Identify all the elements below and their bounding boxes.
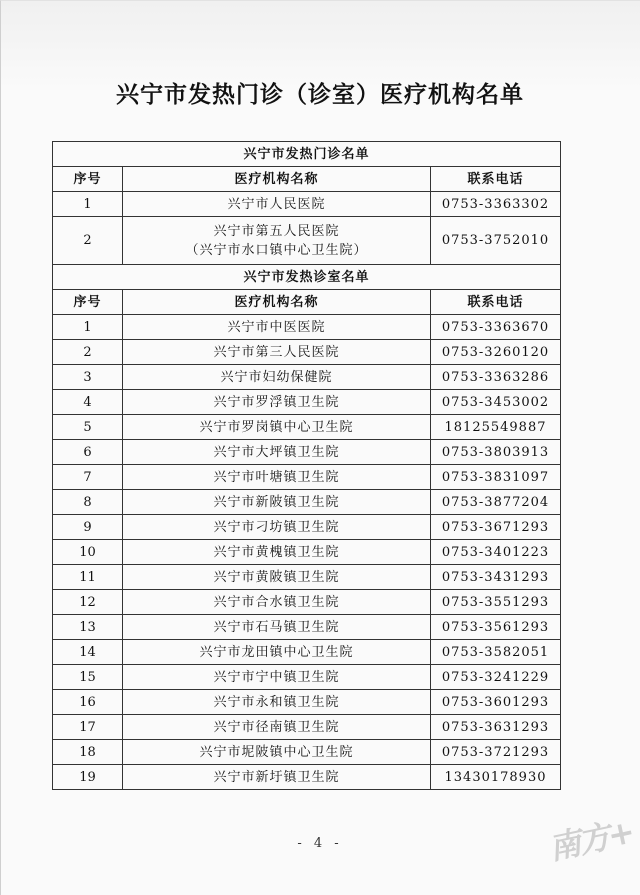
section-heading-row xyxy=(53,142,561,167)
institution-table xyxy=(52,141,561,790)
institution-name-line: 兴宁市中医医院 xyxy=(227,319,326,335)
column-header-phone: 联系电话 xyxy=(431,167,561,192)
institution-name-line: 兴宁市新圩镇卫生院 xyxy=(213,769,340,785)
table-row xyxy=(53,565,561,590)
institution-name-line: 兴宁市人民医院 xyxy=(227,196,326,212)
row-institution-name xyxy=(123,315,431,340)
row-index: 19 xyxy=(53,765,123,790)
row-phone: 0753-3631293 xyxy=(431,715,561,740)
institution-name-line: 兴宁市新陂镇卫生院 xyxy=(213,494,340,510)
row-phone: 0753-3582051 xyxy=(431,640,561,665)
row-institution-name xyxy=(123,440,431,465)
column-header-index: 序号 xyxy=(53,290,123,315)
row-phone: 0753-3831097 xyxy=(431,465,561,490)
table-row xyxy=(53,217,561,265)
row-index: 13 xyxy=(53,615,123,640)
column-header-name: 医疗机构名称 xyxy=(123,290,431,315)
institution-name-line: 兴宁市宁中镇卫生院 xyxy=(213,669,340,685)
row-institution-name xyxy=(123,490,431,515)
institution-name-line: 兴宁市第三人民医院 xyxy=(213,344,340,360)
row-phone: 0753-3551293 xyxy=(431,590,561,615)
table-row xyxy=(53,690,561,715)
row-phone: 0753-3363302 xyxy=(431,192,561,217)
row-phone: 0753-3363670 xyxy=(431,315,561,340)
column-header-index: 序号 xyxy=(53,167,123,192)
section-heading: 兴宁市发热门诊名单 xyxy=(53,142,561,167)
row-institution-name xyxy=(123,340,431,365)
table-row xyxy=(53,715,561,740)
row-phone: 0753-3431293 xyxy=(431,565,561,590)
institution-name-line: 兴宁市大坪镇卫生院 xyxy=(213,444,340,460)
row-phone: 0753-3601293 xyxy=(431,690,561,715)
table-row xyxy=(53,192,561,217)
column-header-row xyxy=(53,290,561,315)
table-body xyxy=(53,142,561,790)
row-phone: 0753-3721293 xyxy=(431,740,561,765)
row-phone: 0753-3260120 xyxy=(431,340,561,365)
row-institution-name xyxy=(123,715,431,740)
row-index: 1 xyxy=(53,315,123,340)
row-institution-name xyxy=(123,415,431,440)
section-heading-row xyxy=(53,265,561,290)
section-heading: 兴宁市发热诊室名单 xyxy=(53,265,561,290)
row-index: 10 xyxy=(53,540,123,565)
institution-name-line: 兴宁市黄陂镇卫生院 xyxy=(213,569,340,585)
row-institution-name xyxy=(123,565,431,590)
institution-name-line: 兴宁市合水镇卫生院 xyxy=(213,594,340,610)
table-row xyxy=(53,440,561,465)
institution-name-line: 兴宁市罗岗镇中心卫生院 xyxy=(199,419,354,435)
row-institution-name xyxy=(123,740,431,765)
row-institution-name xyxy=(123,217,431,265)
row-index: 18 xyxy=(53,740,123,765)
institution-name-line: 兴宁市石马镇卫生院 xyxy=(213,619,340,635)
row-index: 12 xyxy=(53,590,123,615)
column-header-phone: 联系电话 xyxy=(431,290,561,315)
institution-name-line: 兴宁市刁坊镇卫生院 xyxy=(213,519,340,535)
row-phone: 0753-3401223 xyxy=(431,540,561,565)
row-index: 4 xyxy=(53,390,123,415)
institution-name-line: 兴宁市黄槐镇卫生院 xyxy=(213,544,340,560)
row-phone: 0753-3671293 xyxy=(431,515,561,540)
row-index: 3 xyxy=(53,365,123,390)
institution-name-line: 兴宁市罗浮镇卫生院 xyxy=(213,394,340,410)
row-institution-name xyxy=(123,640,431,665)
table-row xyxy=(53,465,561,490)
row-institution-name xyxy=(123,615,431,640)
row-index: 2 xyxy=(53,340,123,365)
row-institution-name xyxy=(123,540,431,565)
table-row xyxy=(53,390,561,415)
table-row xyxy=(53,365,561,390)
institution-name-line: 兴宁市径南镇卫生院 xyxy=(213,719,340,735)
row-index: 17 xyxy=(53,715,123,740)
row-index: 5 xyxy=(53,415,123,440)
table-row xyxy=(53,490,561,515)
row-phone: 0753-3877204 xyxy=(431,490,561,515)
table-row xyxy=(53,765,561,790)
row-index: 15 xyxy=(53,665,123,690)
institution-name-line: 兴宁市叶塘镇卫生院 xyxy=(213,469,340,485)
row-phone: 0753-3241229 xyxy=(431,665,561,690)
table-row xyxy=(53,640,561,665)
row-institution-name xyxy=(123,590,431,615)
row-institution-name xyxy=(123,390,431,415)
table-row xyxy=(53,740,561,765)
row-institution-name xyxy=(123,515,431,540)
column-header-name: 医疗机构名称 xyxy=(123,167,431,192)
row-institution-name xyxy=(123,192,431,217)
watermark-logo: 南方+ xyxy=(545,812,637,868)
row-institution-name xyxy=(123,365,431,390)
row-index: 2 xyxy=(53,217,123,265)
row-phone: 0753-3561293 xyxy=(431,615,561,640)
row-institution-name xyxy=(123,665,431,690)
institution-name-line: 兴宁市坭陂镇中心卫生院 xyxy=(199,744,354,760)
row-index: 8 xyxy=(53,490,123,515)
institution-name-line: 兴宁市龙田镇中心卫生院 xyxy=(199,644,354,660)
table-row xyxy=(53,515,561,540)
table-row xyxy=(53,415,561,440)
row-index: 7 xyxy=(53,465,123,490)
row-index: 14 xyxy=(53,640,123,665)
table-row xyxy=(53,340,561,365)
table-row xyxy=(53,590,561,615)
row-index: 16 xyxy=(53,690,123,715)
institution-name-alias: （兴宁市水口镇中心卫生院） xyxy=(185,242,368,258)
row-index: 9 xyxy=(53,515,123,540)
row-phone: 18125549887 xyxy=(431,415,561,440)
row-phone: 0753-3803913 xyxy=(431,440,561,465)
table-row xyxy=(53,615,561,640)
institution-name-line: 兴宁市永和镇卫生院 xyxy=(213,694,340,710)
row-phone: 0753-3453002 xyxy=(431,390,561,415)
row-phone: 13430178930 xyxy=(431,765,561,790)
row-index: 6 xyxy=(53,440,123,465)
row-index: 1 xyxy=(53,192,123,217)
column-header-row xyxy=(53,167,561,192)
row-institution-name xyxy=(123,690,431,715)
page-number: - 4 - xyxy=(297,836,343,851)
table-row xyxy=(53,540,561,565)
row-phone: 0753-3752010 xyxy=(431,217,561,265)
table-row xyxy=(53,665,561,690)
row-institution-name xyxy=(123,765,431,790)
page-title: 兴宁市发热门诊（诊室）医疗机构名单 xyxy=(116,82,524,108)
row-phone: 0753-3363286 xyxy=(431,365,561,390)
table-row xyxy=(53,315,561,340)
institution-name-line: 兴宁市第五人民医院 xyxy=(213,223,340,239)
row-institution-name xyxy=(123,465,431,490)
institution-name-line: 兴宁市妇幼保健院 xyxy=(220,369,333,385)
row-index: 11 xyxy=(53,565,123,590)
